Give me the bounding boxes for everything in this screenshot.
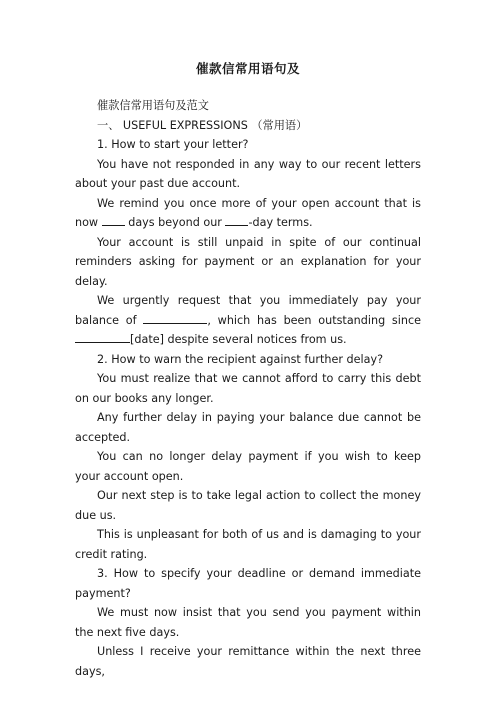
- paragraph-4-part-c: [date] despite several notices from us.: [130, 333, 347, 346]
- fill-blank-balance: [143, 312, 207, 324]
- fill-blank-days: [102, 214, 125, 226]
- paragraph-5: You must realize that we cannot afford to carry this debt on our books any longer.: [75, 372, 421, 405]
- subtitle: 催款信常用语句及范文: [97, 99, 209, 112]
- question-1: 1. How to start your letter?: [97, 138, 249, 151]
- paragraph-4-part-b: , which has been outstanding since: [207, 313, 421, 327]
- paragraph-10: We must now insist that you send you payment within the next five days.: [75, 606, 421, 639]
- fill-blank-date: [75, 331, 130, 343]
- document-body: [75, 96, 421, 681]
- paragraph-6: Any further delay in paying your balance due cannot be accepted.: [75, 411, 421, 444]
- question-2: 2. How to warn the recipient against further delay?: [97, 352, 384, 366]
- question-3: 3. How to specify your deadline or demand immediate payment?: [75, 567, 421, 600]
- document-title: 催款信常用语句及: [195, 61, 300, 76]
- paragraph-2-part-a: We remind you once more of your open account that is now: [75, 196, 421, 229]
- paragraph-3: Your account is still unpaid in spite of our continual reminders asking for payment or an explanation for your delay.: [75, 235, 421, 288]
- paragraph-7: You can no longer delay payment if you wish to keep your account open.: [75, 450, 421, 483]
- paragraph-4: [75, 291, 421, 350]
- paragraph-2-part-c: -day terms.: [248, 216, 313, 229]
- paragraph-2: [75, 194, 421, 233]
- paragraph-2-part-b: days beyond our: [124, 216, 226, 229]
- fill-blank-terms: [225, 214, 248, 226]
- section-heading: 一、 USEFUL EXPRESSIONS （常用语）: [97, 118, 308, 132]
- paragraph-11: Unless I receive your remittance within the next three days,: [75, 645, 421, 678]
- paragraph-1: You have not responded in any way to our recent letters about your past due account.: [75, 157, 421, 190]
- paragraph-9: This is unpleasant for both of us and is damaging to your credit rating.: [75, 528, 421, 561]
- paragraph-4-part-a: We urgently request that you immediately pay your balance of: [75, 294, 421, 327]
- paragraph-8: Our next step is to take legal action to collect the money due us.: [75, 489, 421, 522]
